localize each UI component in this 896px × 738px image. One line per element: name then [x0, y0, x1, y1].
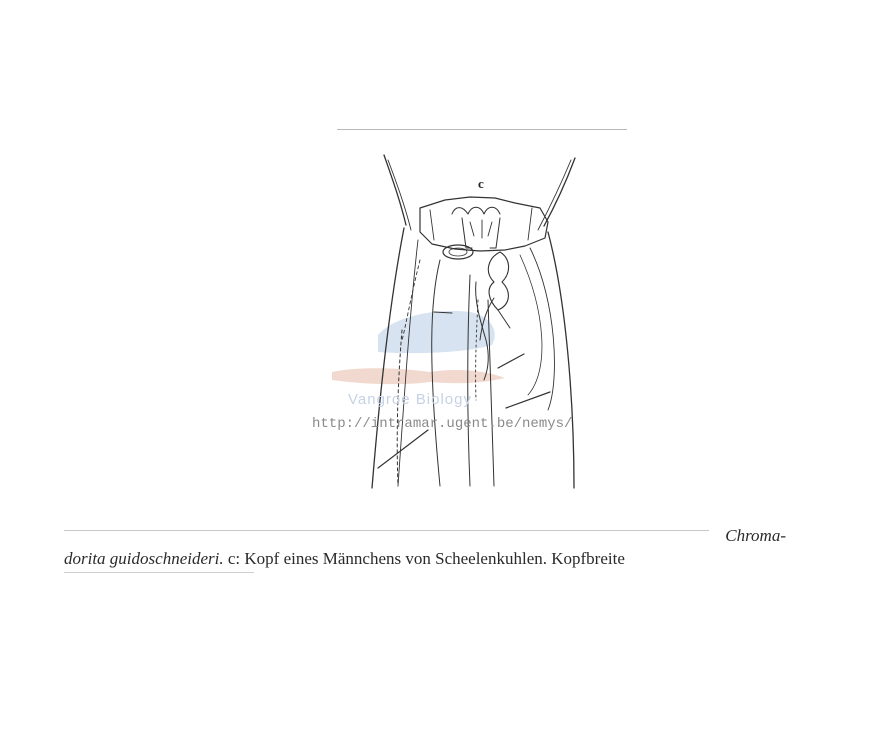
lip-right-notch	[528, 208, 532, 240]
right-body-wall-outer	[548, 232, 574, 488]
caption-line	[64, 549, 804, 569]
left-body-wall-outer	[372, 228, 404, 488]
somatic-seta-3	[378, 430, 428, 468]
left-cephalic-seta	[384, 155, 406, 225]
caption-species-name: dorita guidoschneideri.	[64, 549, 224, 568]
amphid	[443, 245, 473, 259]
right-cephalic-seta-inner	[538, 160, 571, 230]
lip-region	[420, 197, 548, 251]
left-cephalic-seta-inner	[388, 160, 411, 230]
watermark-fish-shape	[332, 368, 505, 384]
watermark-name: Vangroe Biology	[348, 391, 472, 408]
cuticle-line	[520, 255, 542, 395]
right-body-wall-inner	[530, 248, 554, 410]
left-body-wall-inner	[398, 240, 418, 486]
watermark-url: http://intramar.ugent.be/nemys/	[312, 416, 573, 432]
buccal-cavity	[462, 218, 500, 248]
lip-left-notch	[430, 210, 434, 240]
buccal-teeth	[470, 220, 492, 238]
panel-label: c	[478, 176, 484, 191]
right-cephalic-seta	[544, 158, 575, 226]
somatic-seta-1	[498, 354, 524, 368]
caption-genus-start: Chroma-	[725, 526, 786, 545]
lip-lobes	[452, 207, 500, 214]
caption-text: c: Kopf eines Männchens von Scheelenkuhlen. Kopfbreite	[227, 549, 625, 568]
watermark-logo	[332, 311, 505, 384]
